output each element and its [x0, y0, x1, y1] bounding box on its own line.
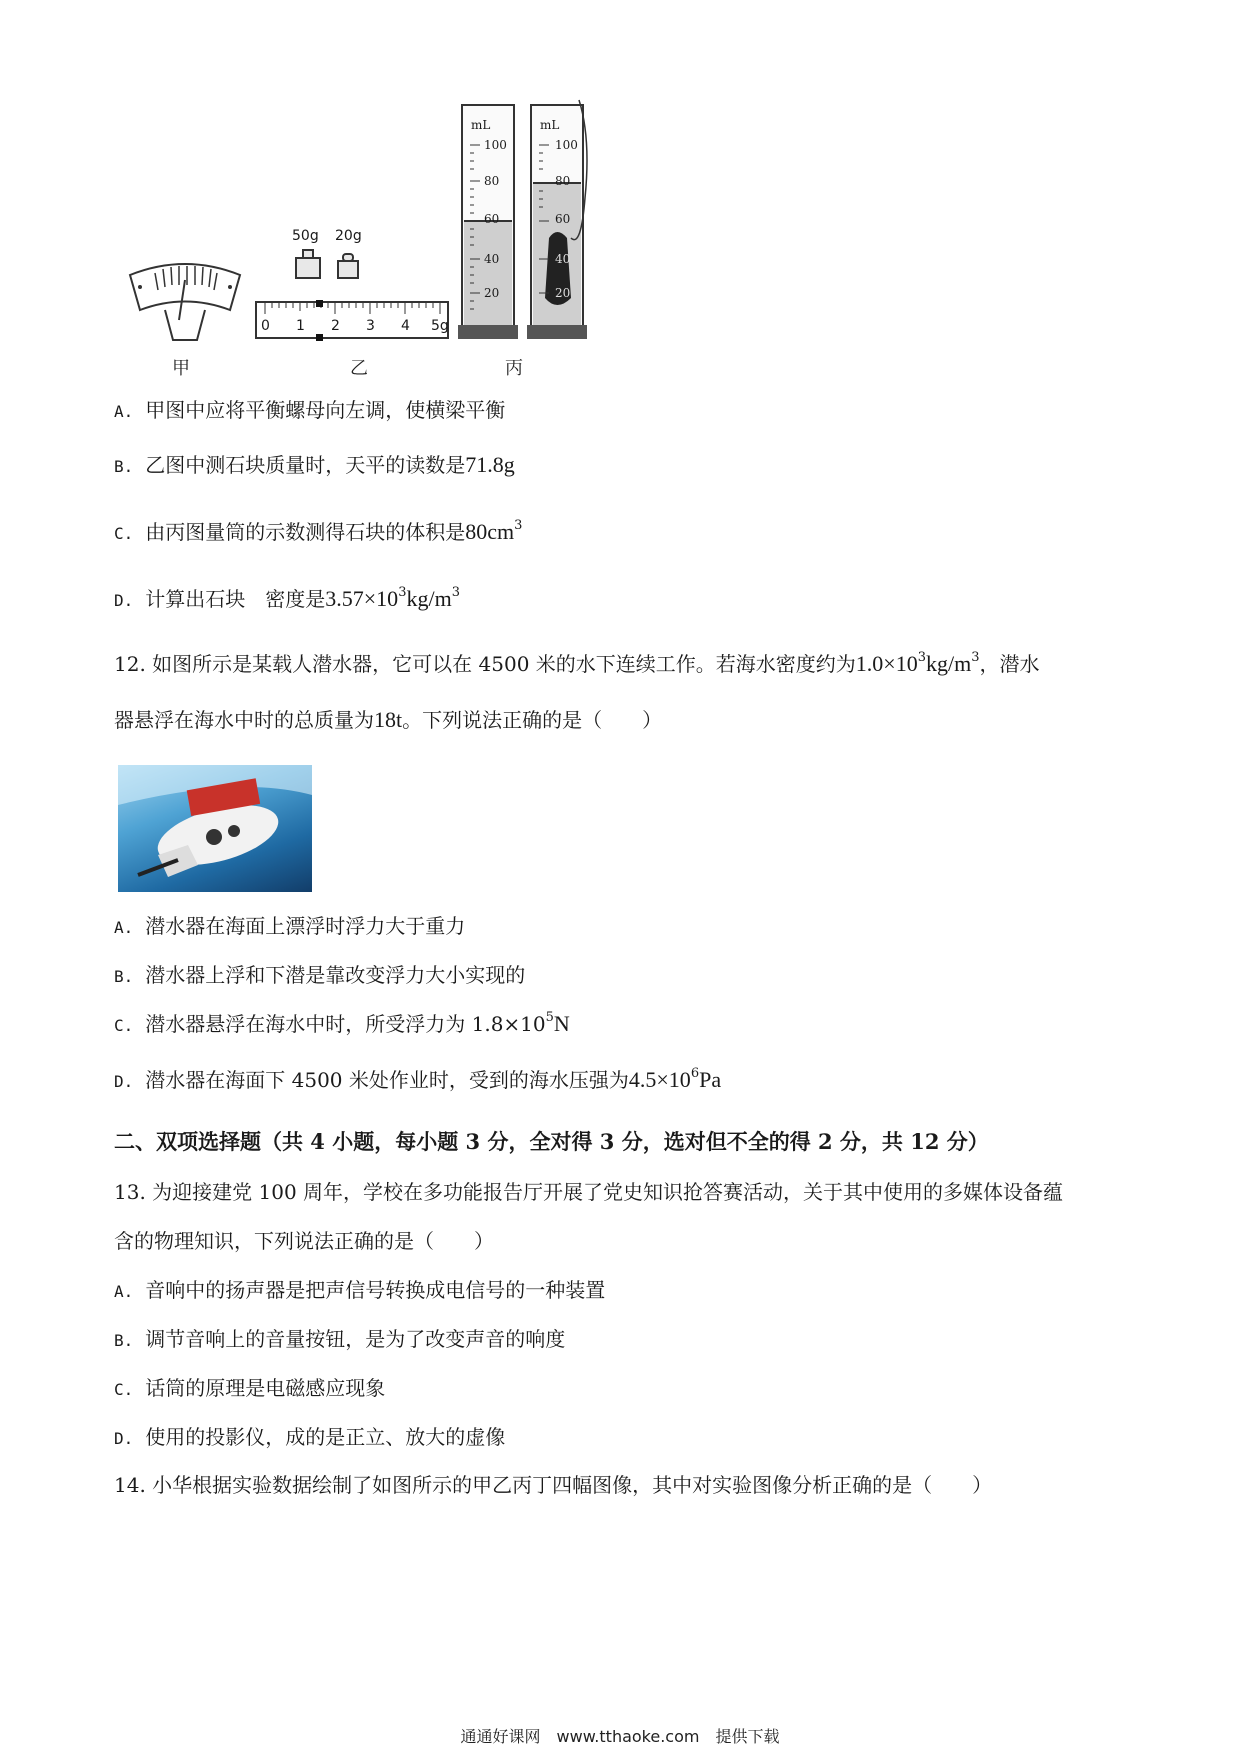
scale-tick-3: 3: [366, 318, 375, 334]
cylinder-right-tick-80: 80: [555, 174, 571, 188]
option-letter: C.: [114, 1380, 134, 1399]
q12-math-c: 18t: [374, 707, 403, 732]
q11-option-a: [114, 396, 505, 426]
q13-option-b: [114, 1325, 565, 1355]
q13-stem-line-2: 含的物理知识，下列说法正确的是（ ）: [114, 1229, 494, 1253]
cylinder-left-tick-60: 60: [484, 212, 500, 226]
cylinder-left-tick-100: 100: [484, 138, 507, 152]
option-text: 潜水器在海面下 4500 米处作业时，受到的海水压强为: [145, 1068, 629, 1092]
figure-label-bing: 丙: [505, 358, 523, 379]
q14-stem: 14. 小华根据实验数据绘制了如图所示的甲乙丙丁四幅图像，其中对实验图像分析正确的是（ ）: [114, 1473, 993, 1497]
weight-label-50g: 50g: [292, 228, 319, 244]
option-letter: D.: [114, 1429, 134, 1448]
submersible-photo: [118, 765, 312, 892]
option-tail: N: [553, 1011, 570, 1036]
option-text: 调节音响上的音量按钮，是为了改变声音的响度: [145, 1327, 566, 1351]
option-letter: B.: [114, 967, 134, 986]
option-math-a: 3.57×10: [325, 586, 399, 611]
option-letter: D.: [114, 1072, 134, 1091]
weights-figure: [290, 245, 380, 290]
scale-tick-2: 2: [331, 318, 340, 334]
option-sup: 6: [690, 1066, 700, 1081]
rider-scale-figure: [255, 300, 450, 342]
option-letter: A.: [114, 402, 134, 421]
option-text: 使用的投影仪，成的是正立、放大的虚像: [145, 1425, 506, 1449]
q12-math-b: kg/m: [925, 651, 972, 676]
cylinder-left-tick-20: 20: [484, 286, 500, 300]
option-letter: D.: [114, 591, 134, 610]
q12-option-c: [114, 1010, 570, 1040]
q12-option-a: [114, 912, 465, 942]
q11-option-c: [114, 518, 522, 548]
option-text: 潜水器悬浮在海水中时，所受浮力为 1.8×10: [145, 1012, 546, 1036]
q12-stem-text-b: ，潜水: [979, 652, 1040, 676]
q12-option-b: [114, 961, 525, 991]
balance-pointer-figure: [125, 255, 245, 345]
cylinder-right-tick-40: 40: [555, 252, 571, 266]
scale-tick-4: 4: [401, 318, 410, 334]
option-math: 80cm: [465, 519, 515, 544]
option-text: 由丙图量筒的示数测得石块的体积是: [145, 520, 466, 544]
q12-stem-text-c: 器悬浮在海水中时的总质量为: [114, 708, 374, 732]
option-math: 71.8g: [465, 452, 515, 477]
q12-sup-b: 3: [971, 650, 980, 665]
option-text: 潜水器在海面上漂浮时浮力大于重力: [145, 914, 466, 938]
scale-tick-5g: 5g: [431, 318, 449, 334]
section-heading: 二、双项选择题（共 4 小题，每小题 3 分，全对得 3 分，选对但不全的得 2 分，共 12 分）: [114, 1129, 989, 1154]
option-sup: 5: [545, 1010, 554, 1025]
q12-stem-line-1: [114, 650, 1040, 678]
cylinder-right-tick-100: 100: [555, 138, 578, 152]
option-text: 话筒的原理是电磁感应现象: [145, 1376, 386, 1400]
cylinder-left-unit: mL: [471, 118, 491, 132]
scale-tick-0: 0: [261, 318, 270, 334]
scale-tick-1: 1: [296, 318, 305, 334]
option-text: 乙图中测石块质量时，天平的读数是: [145, 453, 466, 477]
submersible-illustration: [118, 765, 312, 892]
q13-option-a: [114, 1276, 605, 1306]
cylinder-left-tick-40: 40: [484, 252, 500, 266]
q13-option-c: [114, 1374, 385, 1404]
option-tail: Pa: [699, 1067, 722, 1092]
option-text: 甲图中应将平衡螺母向左调，使横梁平衡: [145, 398, 506, 422]
q12-stem-line-2: [114, 706, 662, 734]
cylinder-right-unit: mL: [540, 118, 560, 132]
q13-option-d: [114, 1423, 505, 1453]
option-sup-b: 3: [451, 585, 460, 600]
option-text: 计算出石块 密度是: [145, 587, 326, 611]
q13-stem-line-1: 13. 为迎接建党 100 周年，学校在多功能报告厅开展了党史知识抢答赛活动，关于其中使用的多媒体设备蕴: [114, 1180, 1064, 1204]
q12-math-a: 1.0×10: [855, 651, 918, 676]
q12-stem-text-a: 12. 如图所示是某载人潜水器，它可以在 4500 米的水下连续工作。若海水密度约为: [114, 652, 856, 676]
cylinder-right-tick-60: 60: [555, 212, 571, 226]
option-sup-a: 3: [398, 585, 407, 600]
q11-option-d: [114, 585, 460, 615]
q11-option-b: [114, 451, 515, 481]
cylinder-left-tick-80: 80: [484, 174, 500, 188]
option-math-b: kg/m: [406, 586, 452, 611]
weight-label-20g: 20g: [335, 228, 362, 244]
option-sup: 3: [514, 518, 523, 533]
option-text: 潜水器上浮和下潜是靠改变浮力大小实现的: [145, 963, 526, 987]
q12-option-d: [114, 1066, 721, 1096]
option-letter: A.: [114, 918, 134, 937]
option-letter: B.: [114, 1331, 134, 1350]
page-footer: 通通好课网 www.tthaoke.com 提供下载: [460, 1727, 780, 1746]
figure-label-jia: 甲: [172, 358, 190, 379]
cylinder-right-tick-20: 20: [555, 286, 571, 300]
option-text: 音响中的扬声器是把声信号转换成电信号的一种装置: [145, 1278, 606, 1302]
figure-label-yi: 乙: [350, 358, 368, 379]
option-letter: A.: [114, 1282, 134, 1301]
option-math: 4.5×10: [628, 1067, 691, 1092]
q12-sup-a: 3: [917, 650, 926, 665]
option-letter: C.: [114, 1016, 134, 1035]
option-letter: B.: [114, 457, 134, 476]
option-letter: C.: [114, 524, 134, 543]
q12-stem-text-d: 。下列说法正确的是（ ）: [402, 708, 663, 732]
